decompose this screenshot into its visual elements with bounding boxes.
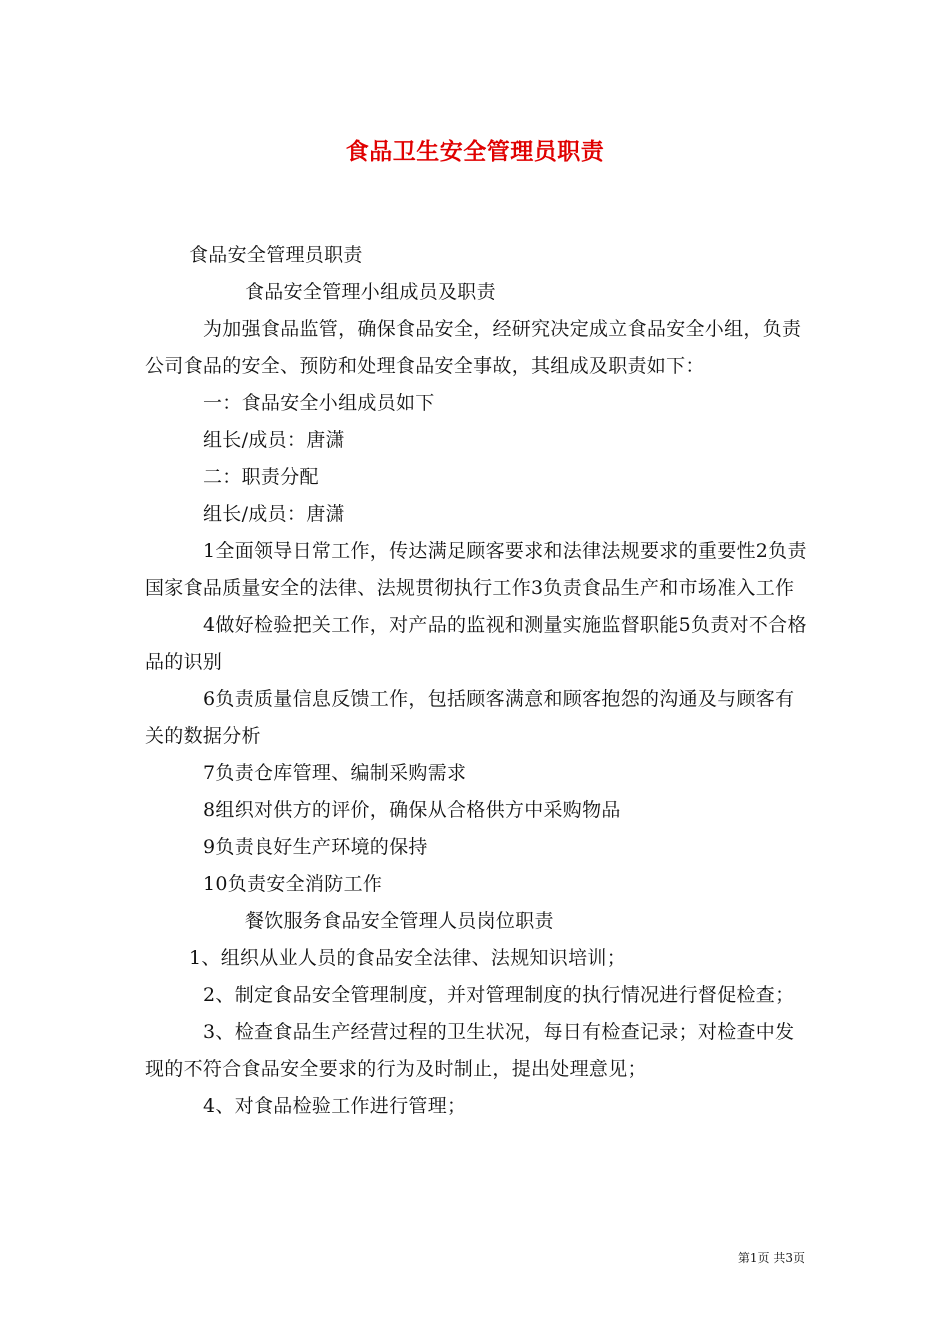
paragraph: 二：职责分配 (203, 466, 319, 488)
paragraph: 食品安全管理员职责 (189, 244, 363, 266)
paragraph: 组长/成员：唐潇 (203, 429, 345, 451)
paragraph: 3、检查食品生产经营过程的卫生状况，每日有检查记录；对检查中发现的不符合食品安全要求的行为及时制止，提出处理意见； (145, 1021, 795, 1080)
paragraph: 为加强食品监管，确保食品安全，经研究决定成立食品安全小组，负责公司食品的安全、预防和处理食品安全事故，其组成及职责如下： (145, 318, 802, 377)
page-number-footer: 第1页 共3页 (737, 1251, 805, 1265)
paragraph: 4做好检验把关工作，对产品的监视和测量实施监督职能5负责对不合格品的识别 (145, 614, 807, 673)
paragraph: 1全面领导日常工作，传达满足顾客要求和法律法规要求的重要性2负责国家食品质量安全的法律、法规贯彻执行工作3负责食品生产和市场准入工作 (145, 540, 807, 599)
paragraph: 食品安全管理小组成员及职责 (245, 281, 496, 303)
paragraph: 8组织对供方的评价，确保从合格供方中采购物品 (203, 799, 621, 821)
document-body (0, 237, 950, 1125)
paragraph: 6负责质量信息反馈工作，包括顾客满意和顾客抱怨的沟通及与顾客有关的数据分析 (145, 688, 795, 747)
paragraph: 7负责仓库管理、编制采购需求 (203, 762, 467, 784)
document-title: 食品卫生安全管理员职责 (345, 138, 605, 165)
paragraph: 4、对食品检验工作进行管理； (203, 1095, 467, 1117)
paragraph: 10负责安全消防工作 (203, 873, 383, 895)
paragraph: 9负责良好生产环境的保持 (203, 836, 428, 858)
paragraph: 一：食品安全小组成员如下 (203, 392, 435, 414)
paragraph: 1、组织从业人员的食品安全法律、法规知识培训； (189, 947, 626, 969)
paragraph: 餐饮服务食品安全管理人员岗位职责 (245, 910, 554, 932)
paragraph: 组长/成员：唐潇 (203, 503, 345, 525)
paragraph: 2、制定食品安全管理制度，并对管理制度的执行情况进行督促检查； (203, 984, 795, 1006)
